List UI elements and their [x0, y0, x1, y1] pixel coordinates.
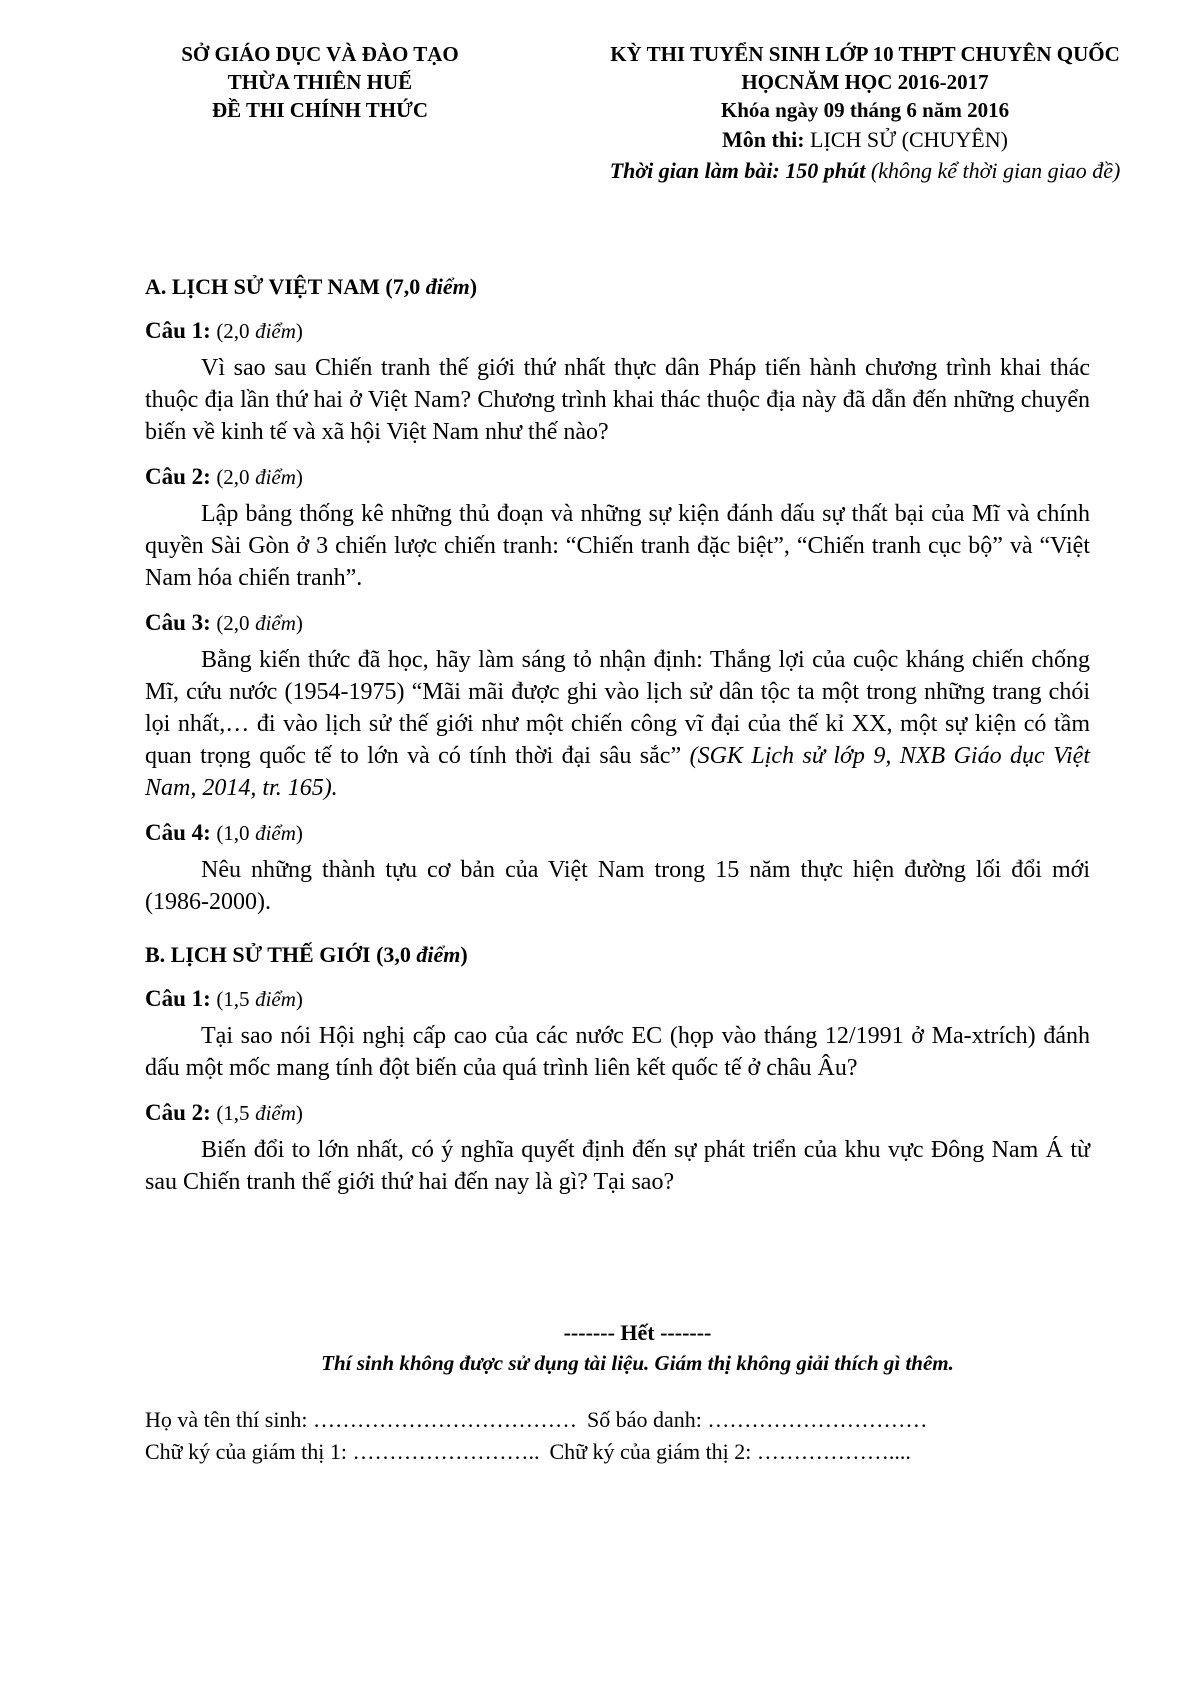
question-a4-text: Nêu những thành tựu cơ bản của Việt Nam trong 15 năm thực hiện đường lối đổi mới (1986-2000). [145, 857, 1090, 915]
question-b2-label: Câu 2: (1,5 điểm) [145, 1100, 303, 1125]
section-a-title: A. LỊCH SỬ VIỆT NAM (7,0 điểm) [145, 274, 478, 299]
question-a2-label: Câu 2: (2,0 điểm) [145, 464, 303, 489]
exam-info-block [555, 40, 1175, 186]
candidate-name-field: Họ và tên thí sinh: ……………………………… [145, 1407, 578, 1432]
question-a2-text: Lập bảng thống kê những thủ đoạn và những sự kiện đánh dấu sự thất bại của Mĩ và chính quyền Sài Gòn ở 3 chiến lược chiến tranh: “Chiến tranh đặc biệt”, “Chiến tranh cục bộ” và “Việt Nam hóa chiến tranh”. [145, 501, 1090, 591]
issuer-line-1: SỞ GIÁO DỤC VÀ ĐÀO TẠO [181, 42, 459, 66]
question-a1-label: Câu 1: (2,0 điểm) [145, 318, 303, 343]
subject-name: LỊCH SỬ (CHUYÊN) [810, 127, 1008, 152]
subject-label: Môn thi: [722, 127, 805, 152]
exam-footer [145, 1318, 1090, 1468]
exam-date: Khóa ngày 09 tháng 6 năm 2016 [720, 98, 1010, 122]
official-label: ĐỀ THI CHÍNH THỨC [211, 98, 429, 122]
signature-row [145, 1436, 1090, 1468]
exam-rules-note: Thí sinh không được sử dụng tài liệu. Giám thị không giải thích gì thêm. [321, 1351, 954, 1375]
question-b1-text: Tại sao nói Hội nghị cấp cao của các nước EC (họp vào tháng 12/1991 ở Ma-xtrích) đánh dấu một mốc mang tính đột biến của quá trình liên kết quốc tế ở châu Âu? [145, 1023, 1090, 1081]
subject-line [555, 124, 1175, 155]
question-a3-text [145, 644, 1090, 804]
issuer-line-2: THỪA THIÊN HUẾ [227, 70, 413, 94]
end-marker: ------- Hết ------- [563, 1320, 712, 1345]
question-a1-text: Vì sao sau Chiến tranh thế giới thứ nhất thực dân Pháp tiến hành chương trình khai thác thuộc địa lần thứ hai ở Việt Nam? Chương trình khai thác thuộc địa này đã dẫn đến những chuyển biến về kinh tế và xã hội Việt Nam như thế nào? [145, 355, 1090, 445]
section-b-title: B. LỊCH SỬ THẾ GIỚI (3,0 điểm) [145, 942, 468, 967]
question-a4-label: Câu 4: (1,0 điểm) [145, 820, 303, 845]
question-b1-label: Câu 1: (1,5 điểm) [145, 986, 303, 1011]
school-year: HỌCNĂM HỌC 2016-2017 [741, 70, 989, 94]
invigilator-2-signature-field: Chữ ký của giám thị 2: ……………….... [549, 1439, 911, 1464]
question-a3-citation: (SGK Lịch sử lớp 9, NXB Giáo dục Việt Nam, 2014, tr. 165). [145, 743, 1091, 801]
time-note: (không kể thời gian giao đề) [870, 158, 1121, 183]
question-a3-label: Câu 3: (2,0 điểm) [145, 610, 303, 635]
candidate-fields [145, 1404, 1090, 1468]
invigilator-1-signature-field: Chữ ký của giám thị 1: …………………….. [145, 1439, 540, 1464]
time-line [555, 155, 1175, 186]
question-a3-body: Bằng kiến thức đã học, hãy làm sáng tỏ nhận định: Thắng lợi của cuộc kháng chiến chống Mĩ, cứu nước (1954-1975) “Mãi mãi được ghi vào lịch sử dân tộc ta một trong những trang chói lọi nhất,… đi vào lịch sử thế giới như một chiến công vĩ đại của thế kỉ XX, một sự kiện có tầm quan trọng quốc tế to lớn và có tính thời đại sâu sắc” [145, 647, 1090, 769]
candidate-id-field: Số báo danh: ………………………… [587, 1407, 928, 1432]
time-label: Thời gian làm bài: 150 phút [609, 158, 866, 183]
question-b2-text: Biến đổi to lớn nhất, có ý nghĩa quyết định đến sự phát triển của khu vực Đông Nam Á từ sau Chiến tranh thế giới thứ hai đến nay là gì? Tại sao? [145, 1137, 1090, 1195]
candidate-row [145, 1404, 1090, 1436]
exam-title: KỲ THI TUYỂN SINH LỚP 10 THPT CHUYÊN QUỐC [610, 42, 1120, 66]
exam-content [145, 272, 1090, 1198]
exam-header [0, 40, 1200, 200]
issuer-block [140, 40, 500, 124]
